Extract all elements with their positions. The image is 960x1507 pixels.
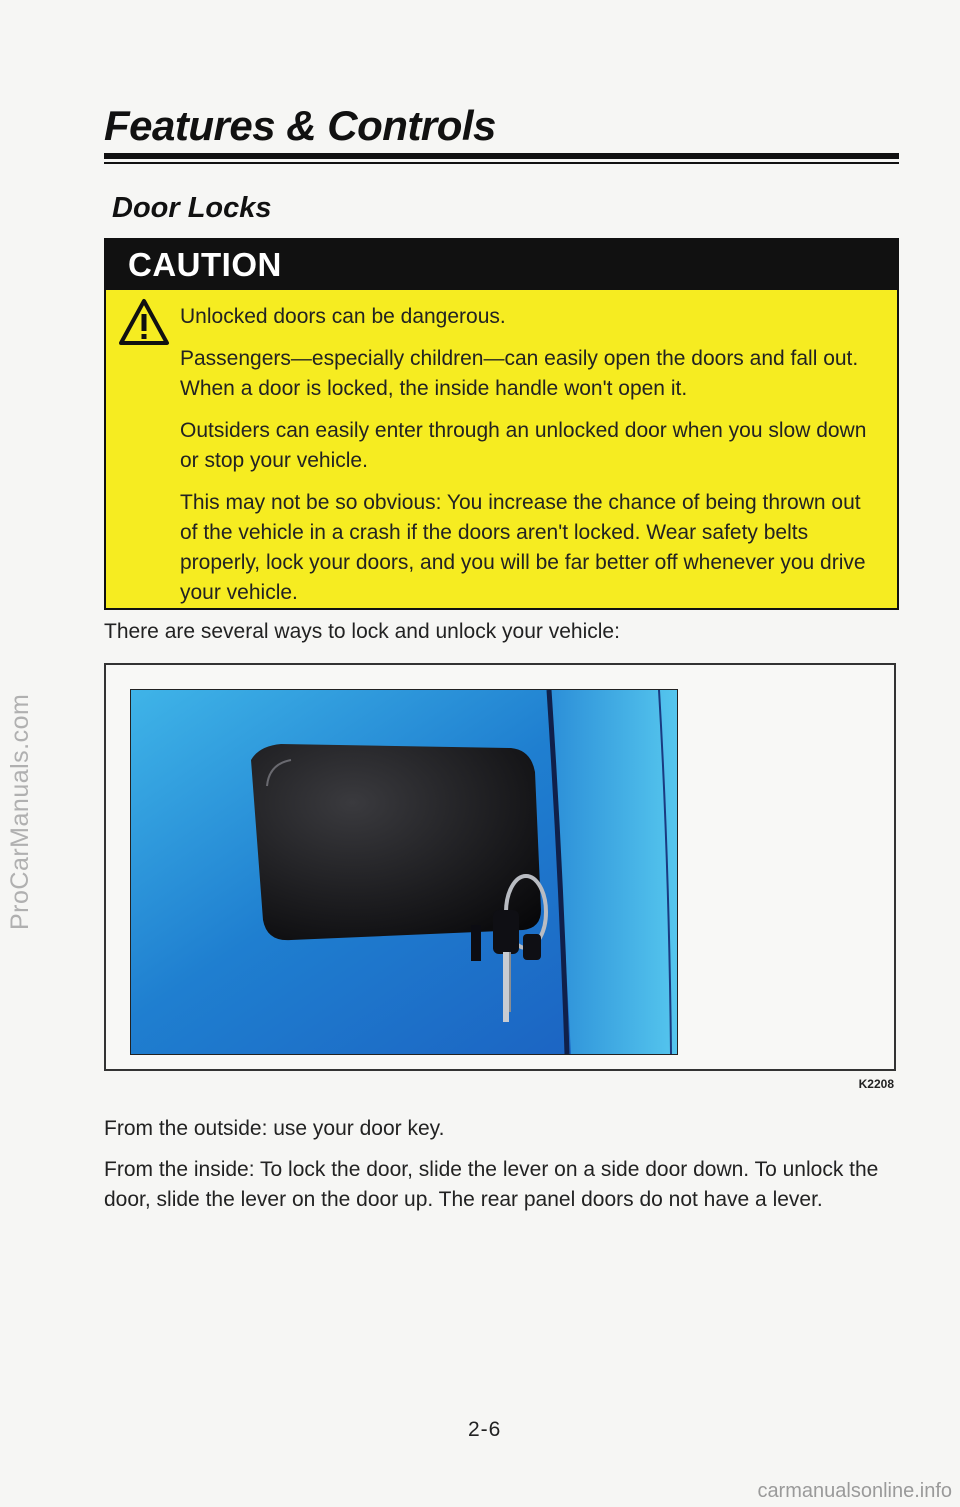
page-number: 2-6	[468, 1418, 502, 1441]
door-lock-photo	[130, 689, 678, 1055]
footer-watermark: carmanualsonline.info	[757, 1480, 952, 1502]
caution-text	[180, 302, 879, 620]
side-watermark: ProCarManuals.com	[6, 693, 34, 930]
figure-frame	[104, 663, 896, 1071]
warning-triangle-icon	[118, 298, 170, 346]
body-paragraph: From the inside: To lock the door, slide the lever on a side door down. To unlock the door, slide the lever on the door up. The rear panel doors do not have a lever.	[104, 1158, 879, 1211]
body-paragraph: From the outside: use your door key.	[104, 1117, 445, 1140]
caution-paragraph: Unlocked doors can be dangerous.	[180, 305, 506, 328]
subsection-title: Door Locks	[112, 192, 272, 224]
figure-code: K2208	[858, 1077, 894, 1091]
section-title: Features & Controls	[104, 102, 496, 149]
title-rule-thin	[104, 162, 899, 164]
intro-text: There are several ways to lock and unlock your vehicle:	[104, 620, 620, 643]
caution-heading: CAUTION	[106, 240, 897, 290]
caution-paragraph: Passengers—especially children—can easily open the doors and fall out. When a door is locked, the inside handle won't open it.	[180, 347, 859, 400]
caution-paragraph: This may not be so obvious: You increase the chance of being thrown out of the vehicle in a crash if the doors aren't locked. Wear safety belts properly, lock your doors, and you will be far better off whenever you drive your vehicle.	[180, 491, 866, 604]
caution-paragraph: Outsiders can easily enter through an unlocked door when you slow down or stop your vehicle.	[180, 419, 867, 472]
title-rule	[104, 153, 899, 159]
caution-box	[104, 238, 899, 610]
